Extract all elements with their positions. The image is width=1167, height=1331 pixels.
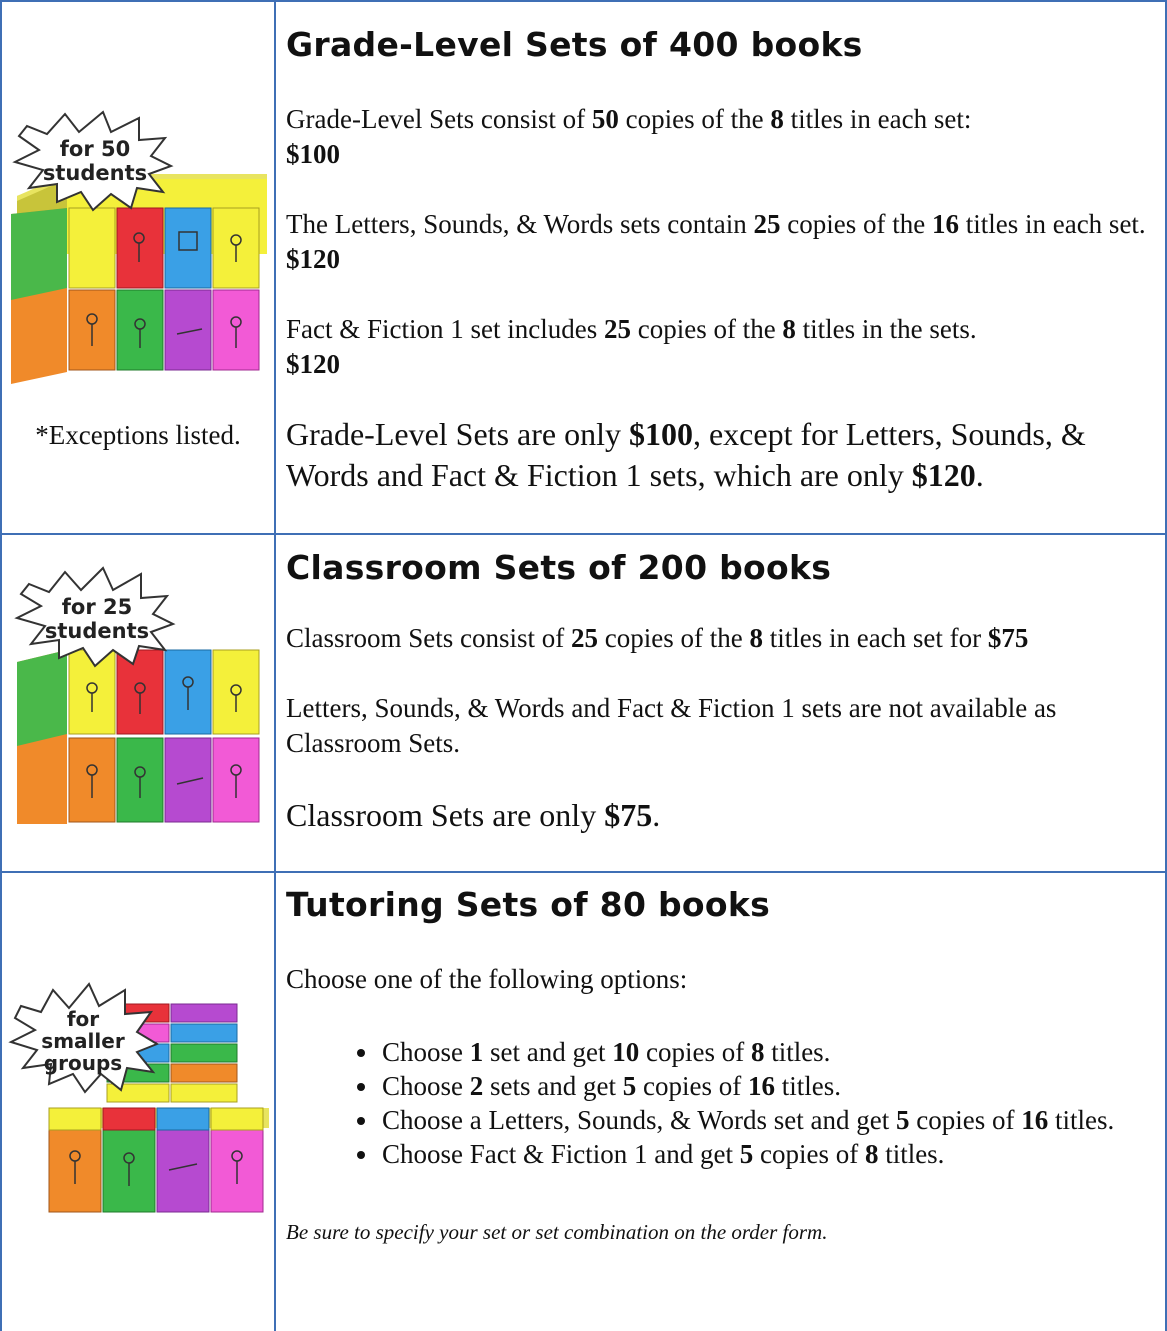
classroom-image-cell xyxy=(2,562,274,832)
grade-level-price: $100 xyxy=(286,139,340,169)
list-item: • Choose Fact & Fiction 1 and get 5 copies of 8 titles. xyxy=(380,1137,1166,1171)
fact-fiction-description: Fact & Fiction 1 set includes 25 copies of the 8 titles in the sets. $120 xyxy=(286,314,977,379)
tutoring-image-cell xyxy=(2,980,274,1250)
tutoring-options-list xyxy=(286,1035,1166,1171)
tutoring-book-stack-image xyxy=(7,980,269,1250)
tutoring-badge-line2: smaller xyxy=(41,1029,125,1053)
classroom-badge-line1: for 25 xyxy=(61,595,133,619)
exceptions-caption: *Exceptions listed. xyxy=(35,420,241,450)
letters-sounds-words-description: The Letters, Sounds, & Words sets contain 25 copies of the 16 titles in each set. $120 xyxy=(286,209,1146,274)
grade-level-heading: Grade-Level Sets of 400 books xyxy=(286,25,863,64)
classroom-heading: Classroom Sets of 200 books xyxy=(286,548,832,587)
grade-level-badge-line2: students xyxy=(42,161,148,185)
classroom-description: Classroom Sets consist of 25 copies of the 8 titles in each set for $75 xyxy=(286,623,1029,653)
tutoring-intro: Choose one of the following options: xyxy=(286,964,688,994)
grade-level-summary: Grade-Level Sets are only $100, except for Letters, Sounds, & Words and Fact & Fiction 1 sets, which are only $120. xyxy=(286,416,1086,493)
list-item: • Choose a Letters, Sounds, & Words set and get 5 copies of 16 titles. xyxy=(380,1103,1166,1137)
row-divider xyxy=(0,871,1167,873)
order-form-note: Be sure to specify your set or set combination on the order form. xyxy=(286,1220,828,1244)
classroom-book-stack-image xyxy=(7,562,269,832)
grade-level-image-cell xyxy=(2,104,274,451)
classroom-availability-note: Letters, Sounds, & Words and Fact & Fiction 1 sets are not available as Classroom Sets. xyxy=(286,693,1057,758)
classroom-badge-line2: students xyxy=(44,619,150,643)
row-divider xyxy=(0,533,1167,535)
classroom-price: $75 xyxy=(987,623,1029,653)
tutoring-badge-line1: for xyxy=(66,1007,100,1031)
grade-level-book-stack-image xyxy=(7,104,269,402)
classroom-summary: Classroom Sets are only $75. xyxy=(286,797,661,833)
list-item: • Choose 1 set and get 10 copies of 8 titles. xyxy=(380,1035,1166,1069)
column-divider xyxy=(274,0,276,1331)
table-border-top xyxy=(0,0,1167,2)
tutoring-heading: Tutoring Sets of 80 books xyxy=(286,885,771,924)
grade-level-description: Grade-Level Sets consist of 50 copies of the 8 titles in each set: $100 xyxy=(286,104,972,169)
tutoring-badge-line3: groups xyxy=(43,1051,123,1075)
grade-level-content xyxy=(286,25,1166,496)
classroom-content xyxy=(286,548,1166,836)
grade-level-badge-line1: for 50 xyxy=(59,137,131,161)
tutoring-content xyxy=(286,885,1166,1250)
list-item: • Choose 2 sets and get 5 copies of 16 titles. xyxy=(380,1069,1166,1103)
